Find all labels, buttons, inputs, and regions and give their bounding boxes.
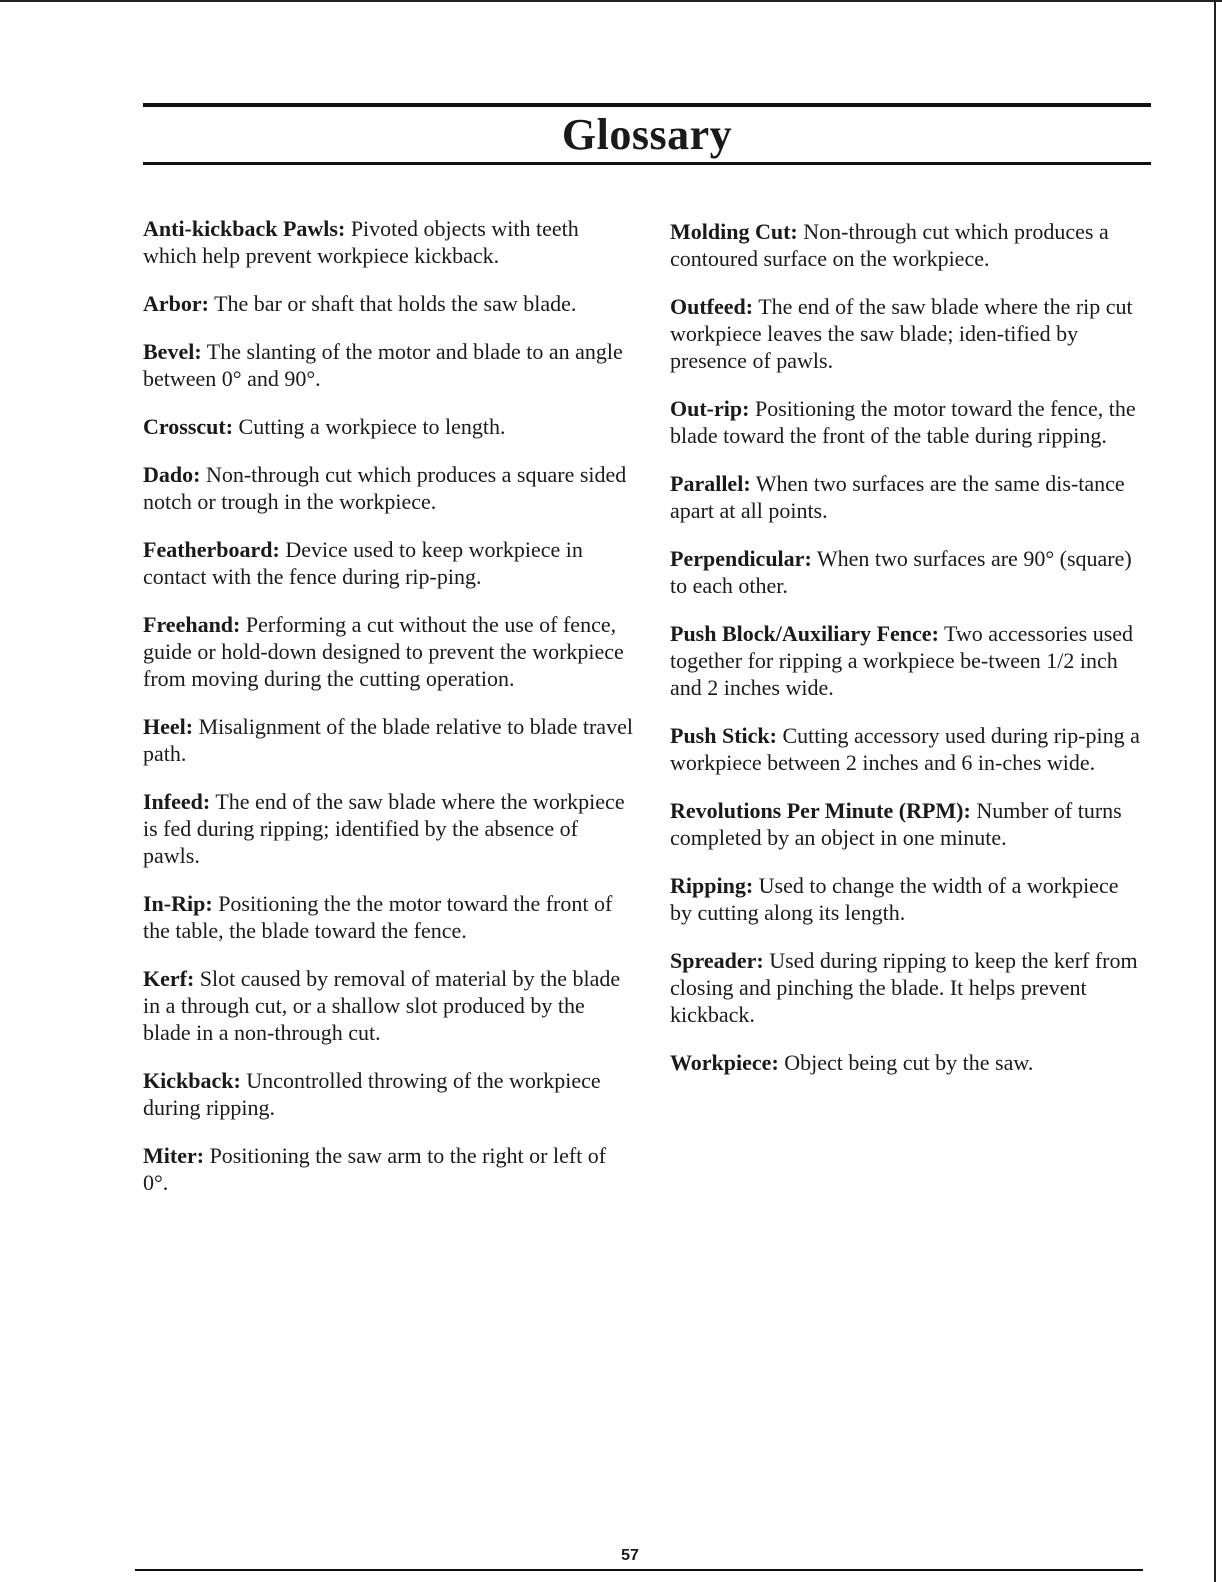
glossary-definition: Positioning the saw arm to the right or left of 0°. [143, 1143, 607, 1195]
glossary-term: Outfeed [670, 294, 746, 319]
glossary-term: Heel [143, 714, 186, 739]
glossary-definition: Used during ripping to keep the kerf from closing and pinching the blade. It helps prevent kickback. [670, 948, 1138, 1027]
scan-edge-right [1214, 0, 1216, 1582]
scan-edge-top [0, 0, 1222, 2]
glossary-definition: Device used to keep workpiece in contact with the fence during rip-ping. [143, 537, 583, 589]
glossary-term: Bevel [143, 339, 195, 364]
glossary-definition: Cutting accessory used during rip-ping a workpiece between 2 inches and 6 in-ches wide. [670, 723, 1140, 775]
glossary-entry: Arbor: The bar or shaft that holds the saw blade. [143, 291, 577, 316]
title-rule-bottom [143, 162, 1151, 165]
glossary-entry: Outfeed: The end of the saw blade where the rip cut workpiece leaves the saw blade; iden-tified by presence of pawls. [670, 294, 1133, 373]
glossary-term: Featherboard [143, 537, 273, 562]
glossary-definition: Object being cut by the saw. [778, 1050, 1034, 1075]
glossary-term: In-Rip [143, 891, 206, 916]
glossary-term: Parallel [670, 471, 744, 496]
glossary-entry: Push Stick: Cutting accessory used during rip-ping a workpiece between 2 inches and 6 in-ches wide. [670, 723, 1140, 775]
glossary-term: Infeed [143, 789, 203, 814]
glossary-term: Push Block/Auxiliary Fence [670, 621, 932, 646]
glossary-term: Kerf [143, 966, 187, 991]
glossary-definition: When two surfaces are 90° (square) to each other. [670, 546, 1132, 598]
glossary-term: Workpiece [670, 1050, 772, 1075]
glossary-term: Crosscut [143, 414, 226, 439]
glossary-definition: The end of the saw blade where the workpiece is fed during ripping; identified by the absence of pawls. [143, 789, 625, 868]
glossary-term: Anti-kickback Pawls [143, 216, 338, 241]
glossary-term: Perpendicular [670, 546, 805, 571]
glossary-entry: Heel: Misalignment of the blade relative to blade travel path. [143, 714, 633, 766]
glossary-definition: Used to change the width of a workpiece by cutting along its length. [670, 873, 1119, 925]
glossary-term: Spreader [670, 948, 757, 973]
glossary-definition: Pivoted objects with teeth which help prevent workpiece kickback. [143, 216, 579, 268]
page-title: Glossary [561, 110, 733, 159]
footer-rule [135, 1569, 1143, 1571]
glossary-entry: Anti-kickback Pawls: Pivoted objects with teeth which help prevent workpiece kickback. [143, 216, 579, 268]
glossary-right-column [670, 218, 1145, 1097]
glossary-definition: Positioning the motor toward the fence, the blade toward the front of the table during ripping. [670, 396, 1136, 448]
glossary-entry: Workpiece: Object being cut by the saw. [670, 1050, 1034, 1075]
glossary-definition: Non-through cut which produces a square sided notch or trough in the workpiece. [143, 462, 627, 514]
glossary-entry: Bevel: The slanting of the motor and blade to an angle between 0° and 90°. [143, 339, 623, 391]
glossary-left-column [143, 215, 633, 1217]
glossary-term: Molding Cut [670, 219, 791, 244]
glossary-term: Arbor [143, 291, 202, 316]
glossary-term: Push Stick [670, 723, 770, 748]
glossary-definition: Performing a cut without the use of fence, guide or hold-down designed to prevent the workpiece from moving during the cutting operation. [143, 612, 624, 691]
glossary-term: Miter [143, 1143, 197, 1168]
glossary-definition: The slanting of the motor and blade to an angle between 0° and 90°. [143, 339, 623, 391]
glossary-entry: Freehand: Performing a cut without the use of fence, guide or hold-down designed to prevent the workpiece from moving during the cutting operation. [143, 612, 624, 691]
glossary-term: Ripping [670, 873, 746, 898]
glossary-definition: Cutting a workpiece to length. [233, 414, 506, 439]
glossary-definition: Non-through cut which produces a contoured surface on the workpiece. [670, 219, 1109, 271]
glossary-entry: Out-rip: Positioning the motor toward the fence, the blade toward the front of the table during ripping. [670, 396, 1136, 448]
glossary-definition: Slot caused by removal of material by the blade in a through cut, or a shallow slot produced by the blade in a non-through cut. [143, 966, 621, 1045]
glossary-entry: Kerf: Slot caused by removal of material by the blade in a through cut, or a shallow slot produced by the blade in a non-through cut. [143, 966, 621, 1045]
glossary-term: Freehand [143, 612, 234, 637]
glossary-entry: Perpendicular: When two surfaces are 90° (square) to each other. [670, 546, 1132, 598]
glossary-term: Kickback [143, 1068, 234, 1093]
glossary-definition: Misalignment of the blade relative to blade travel path. [143, 714, 633, 766]
glossary-term: Dado [143, 462, 194, 487]
glossary-entry: Kickback: Uncontrolled throwing of the workpiece during ripping. [143, 1068, 601, 1120]
glossary-term: Revolutions Per Minute (RPM) [670, 798, 964, 823]
glossary-entry: Revolutions Per Minute (RPM): Number of turns completed by an object in one minute. [670, 798, 1122, 850]
glossary-entry: In-Rip: Positioning the the motor toward the front of the table, the blade toward the fence. [143, 891, 613, 943]
glossary-definition: Uncontrolled throwing of the workpiece during ripping. [143, 1068, 601, 1120]
page-number: 57 [621, 1547, 639, 1564]
glossary-entry: Featherboard: Device used to keep workpiece in contact with the fence during rip-ping. [143, 537, 583, 589]
glossary-entry: Molding Cut: Non-through cut which produces a contoured surface on the workpiece. [670, 219, 1109, 271]
glossary-definition: The bar or shaft that holds the saw blade. [208, 291, 577, 316]
glossary-entry: Miter: Positioning the saw arm to the right or left of 0°. [143, 1143, 607, 1195]
glossary-definition: Number of turns completed by an object in one minute. [670, 798, 1122, 850]
glossary-definition: The end of the saw blade where the rip cut workpiece leaves the saw blade; iden-tified by presence of pawls. [670, 294, 1133, 373]
glossary-definition: Positioning the the motor toward the front of the table, the blade toward the fence. [143, 891, 613, 943]
glossary-definition: When two surfaces are the same dis-tance apart at all points. [670, 471, 1125, 523]
glossary-entry: Parallel: When two surfaces are the same dis-tance apart at all points. [670, 471, 1125, 523]
glossary-entry: Ripping: Used to change the width of a workpiece by cutting along its length. [670, 873, 1119, 925]
glossary-term: Out-rip [670, 396, 743, 421]
glossary-definition: Two accessories used together for ripping a workpiece be-tween 1/2 inch and 2 inches wide. [670, 621, 1134, 700]
glossary-entry: Push Block/Auxiliary Fence: Two accessories used together for ripping a workpiece be-tween 1/2 inch and 2 inches wide. [670, 621, 1134, 700]
glossary-entry: Crosscut: Cutting a workpiece to length. [143, 414, 506, 439]
glossary-entry: Spreader: Used during ripping to keep the kerf from closing and pinching the blade. It helps prevent kickback. [670, 948, 1138, 1027]
glossary-entry: Infeed: The end of the saw blade where the workpiece is fed during ripping; identified by the absence of pawls. [143, 789, 625, 868]
glossary-entry: Dado: Non-through cut which produces a square sided notch or trough in the workpiece. [143, 462, 627, 514]
